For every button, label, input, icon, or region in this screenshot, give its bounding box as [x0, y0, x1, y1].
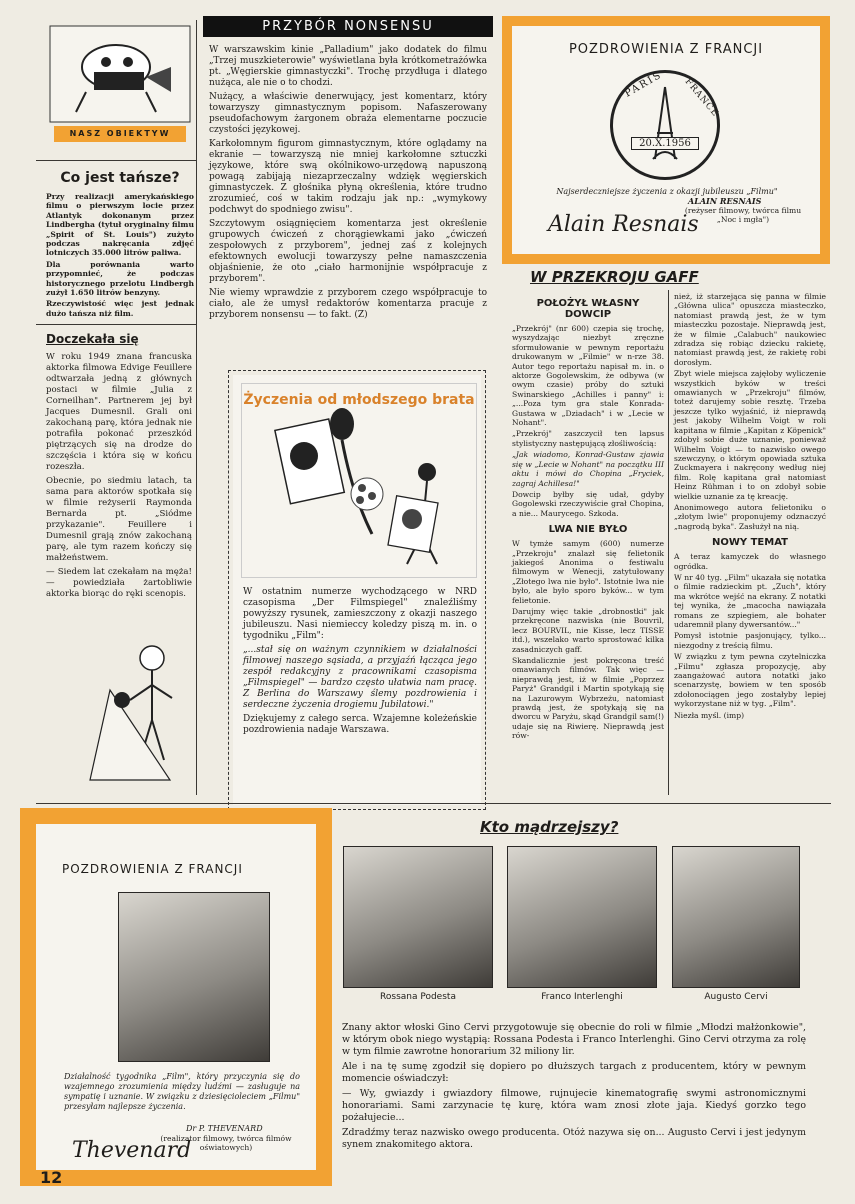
- thevenard-photo: [118, 892, 270, 1062]
- gaff-c3p4: A teraz kamyczek do własnego ogródka.: [674, 552, 826, 571]
- gaff-a1p4: Dowcip byłby się udał, gdyby Gogolewski rzeczywiście grał Chopina, a nie... Maurycego. Szkoda.: [512, 489, 664, 518]
- caption-rossana: Rossana Podesta: [380, 992, 456, 1002]
- page-number: 12: [40, 1168, 63, 1187]
- gaff-a1p2: „Przekrój" zaszczycił ten lapsus stylistyczny następującą złośliwością:: [512, 429, 664, 448]
- nonsense-title: PRZYBÓR NONSENSU: [203, 16, 493, 37]
- gaff-a1p1: „Przekrój" (nr 600) czepia się trochę, wyszydzając niezbyt zręczne sformułowanie w pewnym reportażu drukowanym w „Filmie" w n-rze 38. Autor tego reportażu napisał m. in. o aktorze Gogolewskim, że odbywa (w owym czasie) próby do sztuki Swinarskiego „Achilles i panny" i: „...Poza tym gra stale Konrada-Gustawa w „Dziadach" i w „Lecie w Nohant".: [512, 324, 664, 428]
- bride-illustration: [60, 630, 196, 790]
- photo-rossana: [343, 846, 493, 988]
- gaff-c3p5: W nr 40 tyg. „Film" ukazała się notatka o filmie radzieckim pt. „Zuch", który ma wkrótce wejść na ekrany. Z notatki tej wynika, że „macocha nawiązała romans ze szpiegiem, ale bohater udaremnił plany dywersantów...": [674, 572, 826, 629]
- caption-augusto: Augusto Cervi: [704, 992, 768, 1002]
- smart-p2: Ale i na tę sumę zgodził się dopiero po dłuższych targach z producentem, który w pewnym momencie oświadczył:: [342, 1061, 806, 1084]
- waited-article: [46, 332, 192, 603]
- waited-title: Doczekała się: [46, 332, 139, 346]
- greet1-title: POZDROWIENIA Z FRANCJI: [568, 42, 764, 57]
- logo-strip: NASZ OBIEKTYW: [54, 126, 186, 142]
- gaff-h2: LWA NIE BYŁO: [548, 524, 628, 536]
- nonsense-p5: Nie wiemy wprawdzie z przyborem czego współpracuje to ciało, ale że umysł redaktorów komentarza pracuje z przyborem nonsensu — to fakt. (Z): [209, 288, 487, 320]
- nonsense-article: [203, 16, 493, 324]
- greet1-signature: Alain Resnais: [548, 212, 699, 237]
- greet1-text: Najserdeczniejsze życzenia z okazji jubileuszu „Filmu": [556, 187, 778, 196]
- smart-article: [342, 1022, 806, 1154]
- stamp-date: 20.X.1956: [631, 137, 699, 150]
- nonsense-p4: Szczytowym osiągnięciem komentarza jest określenie grupowych ćwiczeń z chorągiewkami jako „ćwiczeń zespołowych z przyborem", jednej zaś z kolejnych efektownych ewolucji towarzyszy pełne namaszczenia objaśnienie, że oto „ciało harmonijnie współpracuje z przyborem".: [209, 219, 487, 284]
- cheap-p1: Przy realizacji amerykańskiego filmu o pierwszym locie przez Atlantyk dokonanym przez Lindbergha (tytuł oryginalny filmu „Spirit of St. Louis") zużyto podczas nakręcania zdjęć lotniczych 35.000 litrów paliwa.: [46, 192, 194, 258]
- gaff-a2p1: W tymże samym (600) numerze „Przekroju" znalazł się felietonik jakiegoś Anonima o festiwalu filmowym w Wenecji, zatytułowany „Złotego lwa nie było". Istotnie lwa nie było, ale było sporo byków... w tym felietonie.: [512, 539, 664, 605]
- smart-p3: — Wy, gwiazdy i gwiazdory filmowe, rujnujecie kinematografię swymi astronomicznymi honorariami. Sami zarzynacie tę kurę, która wam znosi złote jaja. Kiedyś gorzko tego pożałujecie...: [342, 1088, 806, 1123]
- waited-p2: Obecnie, po siedmiu latach, ta sama para aktorów spotkała się w filmie reżyserii Raymonda Bernarda pt. „Siódme przykazanie". Feuillere i Dumesnil grają znów zakochaną parę, ale tym razem kończy się małżeństwem.: [46, 476, 192, 563]
- greet1-role: (reżyser filmowy, twórca filmu „Noc i mgła"): [684, 206, 802, 224]
- gaff-col1: [512, 292, 664, 743]
- smart-p1: Znany aktor włoski Gino Cervi przygotowuje się obecnie do roli w filmie „Młodzi małżonkowie", w którym obok niego wystąpią: Rossana Podesta i Franco Interlenghi. Gino Cervi otrzyma za rolę w tym filmie zawrotne honorarium 32 miliony lir.: [342, 1022, 806, 1057]
- wishes-drawing: [241, 383, 477, 578]
- gaff-col2: [674, 292, 826, 722]
- gaff-c3p2: Zbyt wiele miejsca zajęłoby wyliczenie wszystkich byków w treści omawianych w „Przekroju" filmów, toteż darujemy sobie resztę. Trzeba jeszcze tylko wyjaśnić, iż nieprawdą jest jakoby Wilhelm Voigt w roli kapitana w filmie „Kapitan z Köpenick" zdobył sobie duże uznanie, ponieważ Wilhelm Voigt — to nazwisko owego szewczyny, o którym opowiada sztuka Zuckmayera i nakręcony według niej film. Rolę kapitana grał natomiast Heinz Rühman i to on zdobył sobie wielkie uznanie za tę kreację.: [674, 369, 826, 501]
- stamp-right: FRANCE: [682, 76, 721, 120]
- cheap-p3: Rzeczywistość więc jest jednak dużo tańsza niż film.: [46, 299, 194, 318]
- smart-p4: Zdradźmy teraz nazwisko owego producenta. Otóż nazywa się on... Augusto Cervi i jest jedynym synem znakomitego aktora.: [342, 1127, 806, 1150]
- greet2-text: Działalność tygodnika „Film", który przyczynia się do wzajemnego zrozumienia między ludźmi — zasługuje na sympatię i uznanie. W związku z dziesięcioleciem „Filmu" przesyłam najlepsze życzenia.: [64, 1072, 300, 1111]
- nonsense-p3: Karkołomnym figurom gimnastycznym, które oglądamy na ekranie — towarzyszą nie mniej karkołomne sztuczki językowe, które swą okólnikowo-urzędową napuszoną powagą zabijają niezaprzeczalny wdzięk węgierskich gimnastyczek. Z głośnika płyną określenia, które trudno zrozumieć, coś w takim rodzaju jak np.: „wymykowy podchwyt do spodniego zwisu".: [209, 139, 487, 215]
- greet1-box: [502, 16, 830, 264]
- gaff-c3p6: Pomysł istotnie pasjonujący, tylko... niezgodny z treścią filmu.: [674, 631, 826, 650]
- gaff-h1: POŁOŻYŁ WŁASNY DOWCIP: [536, 298, 640, 320]
- wishes-title: Życzenia od młodszego brata: [243, 392, 475, 408]
- greet1-author: ALAIN RESNAIS: [688, 196, 762, 206]
- caption-franco: Franco Interlenghi: [541, 992, 623, 1002]
- gaff-c3p7: W związku z tym pewna czytelniczka „Filmu" zgłasza propozycję, aby zaangażować autora notatki jako scenarzystę, bowiem w ten sposób zdołonociągen jego zostałyby lepiej wykorzystane niż w tyg. „Film".: [674, 652, 826, 709]
- smart-title: Kto mądrzejszy?: [480, 818, 619, 836]
- waited-p3: — Siedem lat czekałam na męża! — powiedziała żartobliwie aktorka biorąc do ręki scenopis.: [46, 567, 192, 599]
- wishes-p3: Dziękujemy z całego serca. Wzajemne koleżeńskie pozdrowienia nadaje Warszawa.: [243, 714, 477, 735]
- gaff-c3p3: Anonimowego autora felietoniku o „złotym lwie" proponujemy odznaczyć „nagrodą byka". Zasłużył na nią.: [674, 502, 826, 531]
- wishes-box: [228, 370, 486, 810]
- photo-franco: [507, 846, 657, 988]
- greet2-role: (realizator filmowy, twórca filmów oświatowych): [160, 1134, 292, 1152]
- stamp-top: PARIS: [623, 69, 665, 100]
- greet2-box: [20, 808, 332, 1186]
- greet2-signature: Thevenard: [72, 1138, 192, 1163]
- cheap-p2: Dla porównania warto przypomnieć, że podczas historycznego przelotu Lindbergh zużył 1.650 litrów benzyny.: [46, 259, 194, 298]
- greet1-stamp: [610, 70, 720, 180]
- gaff-a1p3: „Jak wiadomo, Konrad-Gustaw zjawia się w „Lecie w Nohant" na początku III aktu i mówi do Chopina „Fryciek, zagraj Achillesa!": [512, 450, 664, 488]
- cheap-title: Co jest tańsze?: [60, 170, 180, 186]
- greet2-title: POZDROWIENIA Z FRANCJI: [62, 862, 243, 876]
- gaff-c3p8: Niezła myśl. (imp): [674, 710, 745, 720]
- cheap-article: [46, 170, 194, 320]
- logo-cartoon: [46, 22, 194, 148]
- wishes-p2: „...stał się on ważnym czynnikiem w działalności filmowej naszego sąsiada, a przyjaźń łącząca jego zespół redakcyjny z pracownikami czasopisma „Filmspiegel" — bardzo często ułatwia nam pracę. Z Berlina do Warszawy ślemy pozdrowienia i serdeczne życzenia drogiemu Jubilatowi.": [243, 645, 477, 710]
- wishes-p1: W ostatnim numerze wychodzącego w NRD czasopisma „Der Filmspiegel" znaleźliśmy powyższy rysunek, zamieszczony z okazji naszego jubileuszu. Nasi niemieccy koledzy piszą m. in. o tygodniku „Film":: [243, 587, 477, 641]
- photo-augusto: [672, 846, 800, 988]
- gaff-a2p2: Darujmy więc takie „drobnostki" jak przekręcone nazwiska (nie Bouvril, lecz BOURVIL, nie Kisse, lecz TISSE itd.), wszelako warto sprostować kilka zasadniczych gaff.: [512, 606, 664, 654]
- gaff-a2p3: Skandalicznie jest pokręcona treść omawianych filmów. Tak więc — nieprawdą jest, iż w filmie „Poprzez Paryż" Grandgil i Martin spotykają się na Lazurowym Wybrzeżu, natomiast prawdą jest, że spotykają się na dworcu w Paryżu, skąd Grandgil sam(!) udaje się na Riwierę. Nieprawdą jest rów-: [512, 656, 664, 741]
- gaff-c3p1: nież, iż starzejąca się panna w filmie „Główna ulica" opuszcza miasteczko, natomiast prawdą jest, że w tym miasteczku pozostaje. Nieprawdą jest, że w filmie „Calabuch" naukowiec zdradza się robiąc dziecku rakietę, natomiast prawdą jest, że rakietę robi dorosłym.: [674, 292, 826, 367]
- nonsense-p2: Nużący, a właściwie denerwujący, jest komentarz, który towarzyszy gimnastycznym popisom. Nafaszerowany pseudofachowym żargonem obraża elementarne poczucie czystości językowej.: [209, 92, 487, 135]
- gaff-h3: NOWY TEMAT: [711, 537, 788, 549]
- greet2-author: Dr P. THEVENARD: [186, 1124, 263, 1133]
- nonsense-p1: W warszawskim kinie „Palladium" jako dodatek do filmu „Trzej muszkieterowie" wyświetlana była krótkometrażówka pt. „Węgierskie gimnastyczki". Trochę przydługa i dlatego nużąca, ale nie o to chodzi.: [209, 45, 487, 88]
- gaff-title: W PRZEKROJU GAFF: [530, 268, 699, 286]
- waited-p1: W roku 1949 znana francuska aktorka filmowa Edvige Feuillere odtwarzała jedną z głównych postaci w filmie „Julia z Corneilhan". Partnerem jej był Jacques Dumesnil. Grali oni zakochaną parę, która jednak nie potrafiła pokonać przeszkód piętrzących się na drodze do szczęścia i która się w końcu rozeszła.: [46, 352, 192, 472]
